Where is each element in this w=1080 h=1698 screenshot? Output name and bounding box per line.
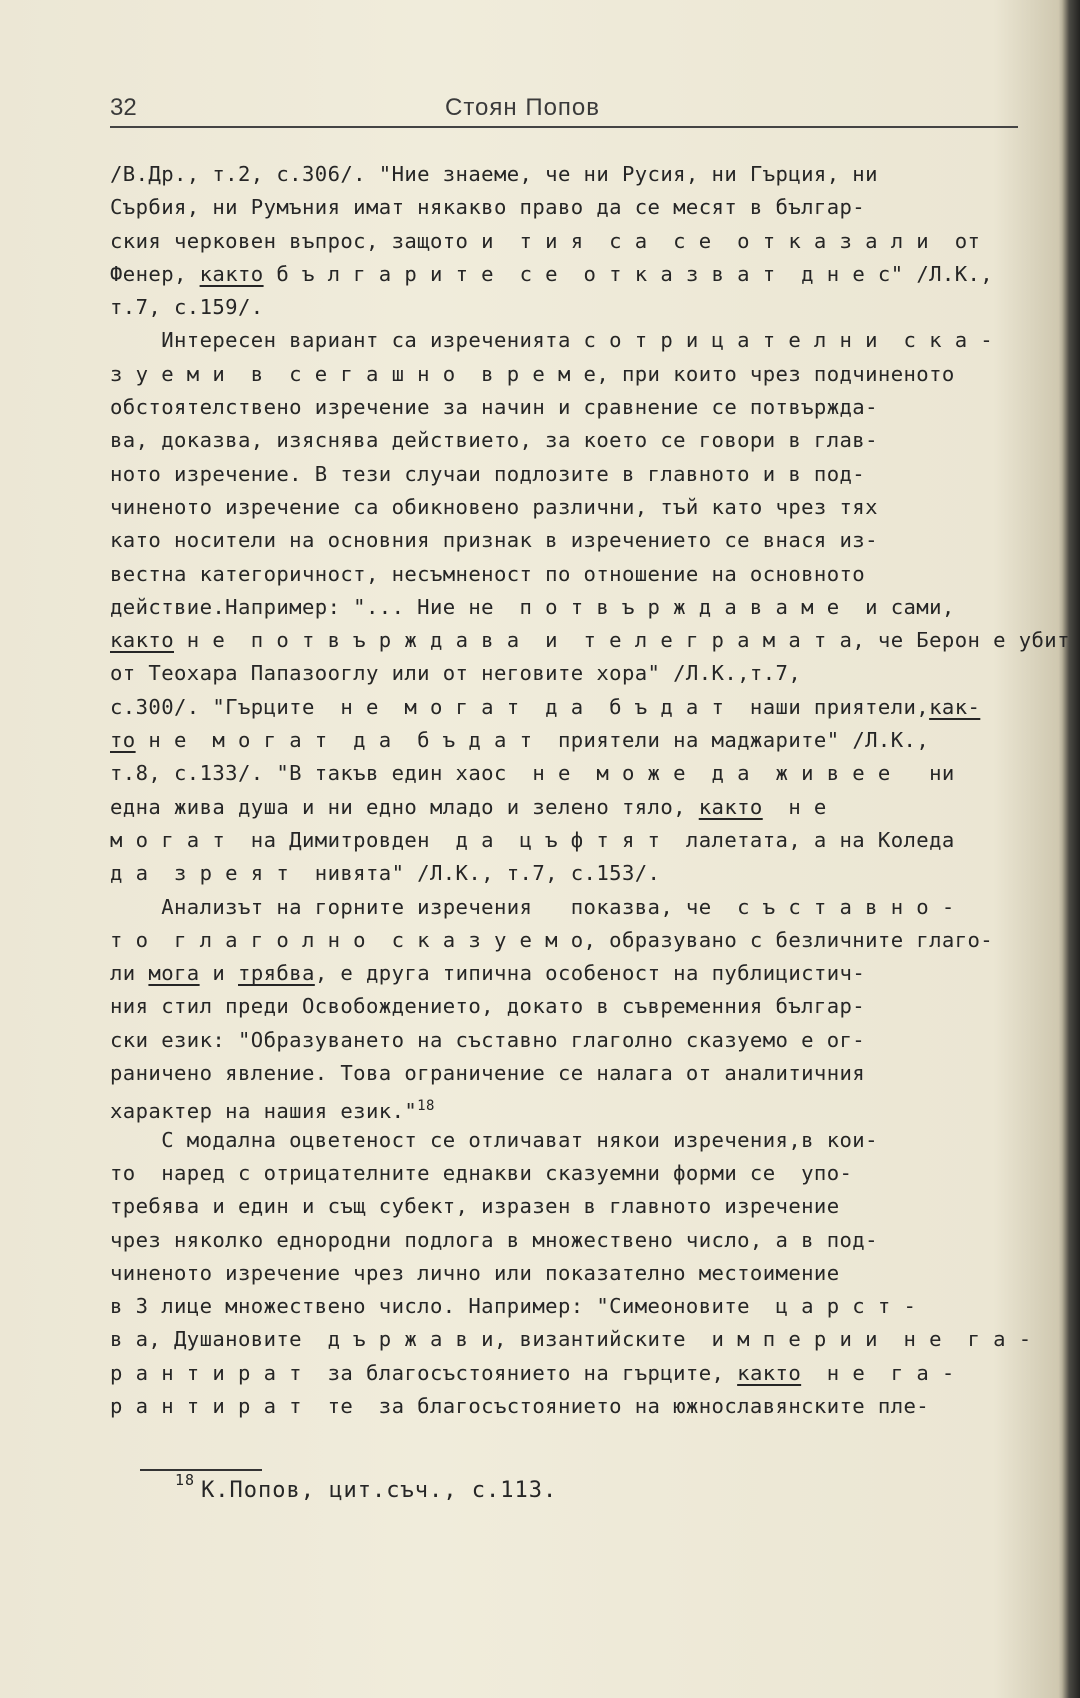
text-line: вестна категоричност, несъмненост по отношение на основното: [110, 561, 866, 586]
text-line: чиненото изречение чрез лично или показателно местоимение: [110, 1260, 840, 1285]
text-line: то наред с отрицателните еднакви сказуемни форми се упо-: [110, 1160, 853, 1185]
page-header: [110, 94, 1018, 128]
text-line: з у е м и в с е г а ш н о в р е м е, при които чрез подчиненото: [110, 361, 955, 386]
text-line: действие.Например: "... Ние не п о т в ъ р ж д а в а м е и сами,: [110, 594, 955, 619]
text-segment: р а н т и р а т за благосъстоянието на гърците,: [110, 1360, 738, 1385]
text-line: [110, 724, 1040, 757]
text-line: С модална оцветеност се отличават някои изречения,в кои-: [110, 1127, 878, 1152]
text-line: [110, 624, 1070, 657]
text-line: [110, 1090, 1040, 1123]
text-line: т.8, с.133/. "В такъв един хаос н е м о ж е д а ж и в е е ни: [110, 761, 955, 786]
text-line: р а н т и р а т те за благосъстоянието на южнославянските пле-: [110, 1393, 930, 1418]
text-line: [110, 1357, 1040, 1390]
text-line: ва, доказва, изяснява действието, за което се говори в глав-: [110, 428, 878, 453]
body-text: [110, 158, 1070, 1423]
underlined-word: както: [199, 261, 264, 286]
footnote-reference: 18: [417, 1098, 435, 1115]
underlined-word: както: [110, 628, 174, 653]
running-head: Стоян Попов: [445, 94, 601, 121]
text-segment: Фенер,: [110, 261, 200, 286]
text-line: т.7, с.159/.: [110, 295, 264, 320]
underlined-word: трябва: [238, 961, 315, 986]
text-segment: ли: [110, 961, 149, 986]
text-line: Сърбия, ни Румъния имат някакво право да се месят в българ-: [110, 195, 866, 220]
text-line: ския черковен въпрос, защото и т и я с а с е о т к а з а л и от: [110, 228, 981, 253]
text-segment: н е п о т в ъ р ж д а в а и т е л е г р а м а т а, че Берон е убит: [174, 628, 1070, 653]
text-line: т о г л а г о л н о с к а з у е м о, образувано с безличните глаго-: [110, 927, 994, 952]
text-segment: н е: [762, 794, 827, 819]
text-segment: н е м о г а т д а б ъ д а т приятели на маджарите" /Л.К.,: [135, 728, 930, 753]
text-line: чиненото изречение са обикновено различни, тъй като чрез тях: [110, 494, 878, 519]
footnote: [175, 1471, 558, 1503]
text-segment: н е г а -: [801, 1360, 955, 1385]
page-number: 32: [110, 94, 137, 121]
underlined-word: мога: [148, 961, 200, 986]
text-segment: б ъ л г а р и т е с е о т к а з в а т д н е с" /Л.К.,: [263, 261, 994, 286]
text-line: чрез няколко еднородни подлога в множествено число, а в под-: [110, 1227, 878, 1252]
text-segment: с.300/. "Гърците н е м о г а т д а б ъ д а т наши приятели,: [110, 694, 930, 719]
page-binding-edge: [1062, 0, 1080, 1698]
text-segment: , е друга типична особеност на публицистич-: [314, 961, 866, 986]
text-line: [110, 691, 1040, 724]
text-segment: характер на нашия език.": [110, 1099, 418, 1124]
underlined-word: както: [698, 794, 763, 819]
text-line: /В.Др., т.2, с.306/. "Ние знаеме, че ни Русия, ни Гърция, ни: [110, 162, 878, 186]
text-line: [110, 957, 1040, 990]
underlined-word: как-: [929, 694, 981, 719]
text-line: м о г а т на Димитровден д а ц ъ ф т я т лалетата, а на Коледа: [110, 827, 955, 852]
text-line: ски език: "Образуването на съставно глаголно сказуемо е ог-: [110, 1027, 866, 1052]
text-line: д а з р е я т нивята" /Л.К., т.7, с.153/.: [110, 861, 661, 886]
text-line: обстоятелствено изречение за начин и сравнение се потвържда-: [110, 395, 878, 420]
footnote-text: К.Попов, цит.съч., с.113.: [201, 1478, 558, 1503]
text-segment: една жива душа и ни едно младо и зелено тяло,: [110, 794, 699, 819]
footnote-number: 18: [175, 1471, 196, 1489]
underlined-word: както: [737, 1360, 802, 1385]
underlined-word: то: [110, 728, 136, 753]
text-line: [110, 791, 1040, 824]
text-line: от Теохара Папазооглу или от неговите хора" /Л.К.,т.7,: [110, 661, 802, 686]
text-line: Анализът на горните изречения показва, че с ъ с т а в н о -: [110, 894, 955, 919]
text-line: в а, Душановите д ъ р ж а в и, византийските и м п е р и и н е г а -: [110, 1327, 1032, 1352]
footnote-separator: [140, 1469, 262, 1471]
text-segment: и: [199, 961, 239, 986]
text-line: в 3 лице множествено число. Например: "Симеоновите ц а р с т -: [110, 1294, 917, 1319]
text-line: требява и един и същ субект, изразен в главното изречение: [110, 1194, 840, 1219]
text-line: ния стил преди Освобождението, докато в съвременния българ-: [110, 994, 866, 1019]
text-line: като носители на основния признак в изречението се внася из-: [110, 528, 878, 553]
text-line: ното изречение. В тези случаи подлозите в главното и в под-: [110, 461, 866, 486]
text-line: [110, 258, 1040, 291]
text-line: Интересен вариант са изреченията с о т р и ц а т е л н и с к а -: [110, 328, 994, 353]
text-line: раничено явление. Това ограничение се налага от аналитичния: [110, 1061, 866, 1086]
